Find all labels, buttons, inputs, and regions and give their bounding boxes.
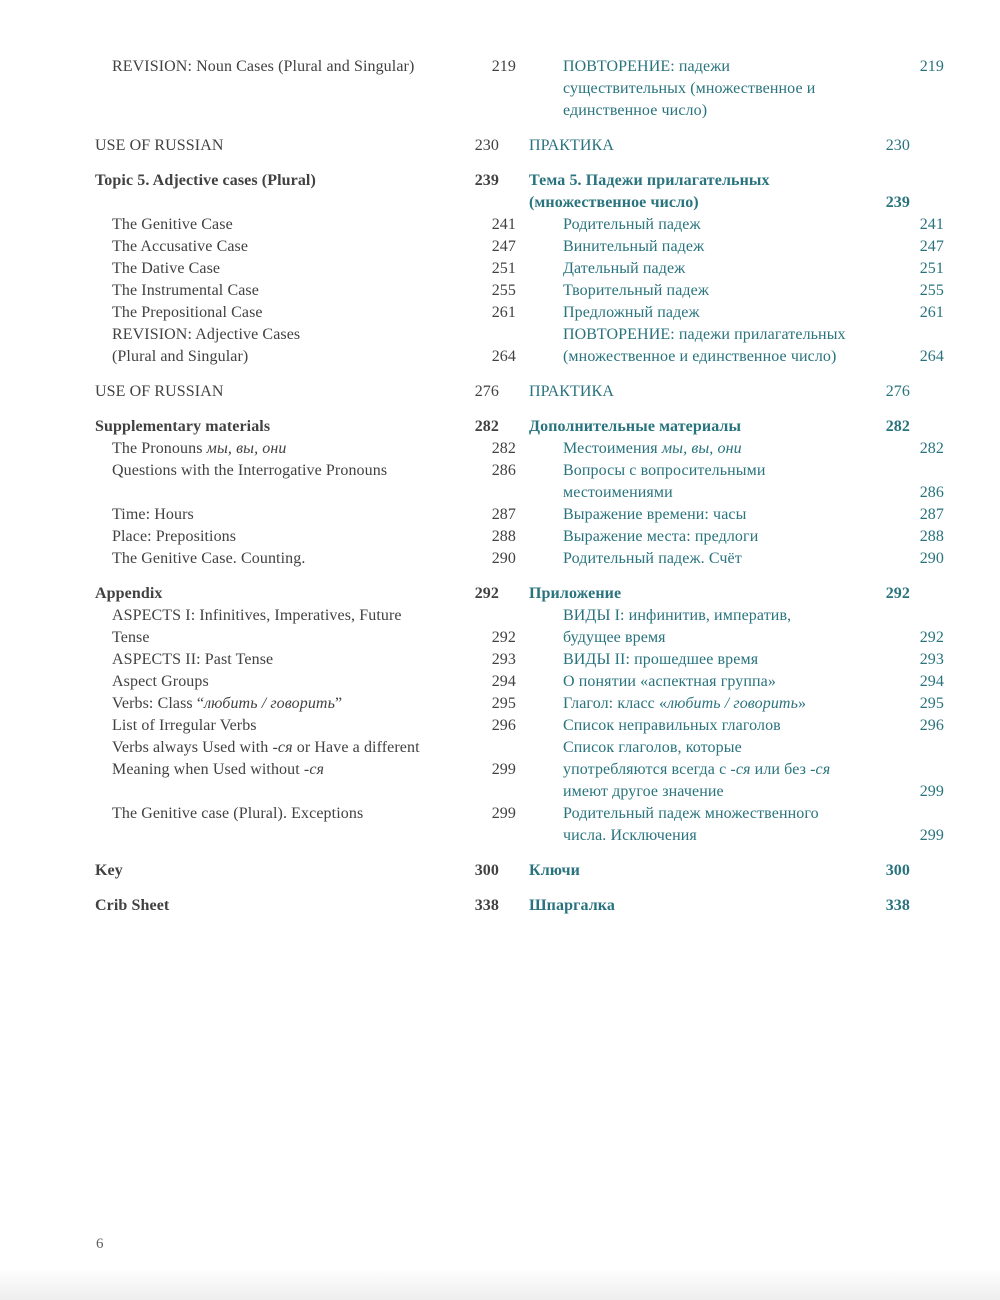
- toc-entry-title: Тема 5. Падежи прилагательных: [529, 172, 770, 189]
- toc-entry-en: [95, 649, 516, 671]
- toc-entry-title: Verbs always Used with -ся or Have a different: [112, 739, 420, 756]
- toc-entry-title: Meaning when Used without -ся: [112, 761, 325, 778]
- toc-entry-title: Questions with the Interrogative Pronouns: [112, 462, 388, 479]
- toc-entry-en: [95, 135, 499, 157]
- toc-entry-en: [95, 526, 516, 548]
- page-number: 282: [885, 418, 910, 435]
- toc-entry-ru: [546, 671, 944, 693]
- toc-entry-title: Список неправильных глаголов: [563, 717, 781, 734]
- toc-row: [95, 605, 944, 649]
- page-number: 219: [491, 58, 516, 75]
- toc-entry-line: [112, 346, 516, 368]
- toc-entry-line: [563, 825, 944, 847]
- toc-entry-line: [563, 214, 944, 236]
- toc-entry-title: The Pronouns мы, вы, они: [112, 440, 287, 457]
- toc-entry-title: ASPECTS I: Infinitives, Imperatives, Future: [112, 607, 402, 624]
- page-number: 290: [491, 550, 516, 567]
- toc-entry-en: [95, 381, 499, 403]
- toc-row: [95, 715, 944, 737]
- toc-entry-en: [95, 302, 516, 324]
- toc-row: [95, 135, 910, 157]
- page-number: 239: [885, 194, 910, 211]
- toc-entry-title: ВИДЫ I: инфинитив, императив,: [563, 607, 792, 624]
- page-number: 247: [491, 238, 516, 255]
- page-number: 239: [474, 172, 499, 189]
- toc-entry-title: (множественное число): [529, 194, 699, 211]
- toc-entry-ru: [529, 135, 910, 157]
- page-number: 299: [491, 761, 516, 778]
- toc-entry-title: (множественное и единственное число): [563, 348, 837, 365]
- toc-entry-line: [563, 78, 944, 100]
- page-number: 338: [885, 897, 910, 914]
- toc-entry-title: Дательный падеж: [563, 260, 686, 277]
- toc-entry-title: The Prepositional Case: [112, 304, 263, 321]
- page-number: 282: [491, 440, 516, 457]
- toc-entry-line: [112, 504, 516, 526]
- toc-entry-en: [95, 324, 516, 368]
- page-number: 295: [491, 695, 516, 712]
- toc-row: [95, 693, 944, 715]
- toc-entry-line: [529, 895, 910, 917]
- toc-entry-line: [112, 759, 516, 781]
- toc-entry-line: [112, 236, 516, 258]
- toc-entry-en: [95, 605, 516, 649]
- toc-row: [95, 236, 944, 258]
- page-number: 296: [919, 717, 944, 734]
- toc-entry-line: [563, 346, 944, 368]
- toc-entry-line: [563, 671, 944, 693]
- toc-entry-title: The Dative Case: [112, 260, 221, 277]
- toc-entry-en: [95, 258, 516, 280]
- toc-entry-line: [112, 737, 516, 759]
- toc-entry-title: ВИДЫ II: прошедшее время: [563, 651, 759, 668]
- toc-entry-title: Вопросы с вопросительными: [563, 462, 766, 479]
- toc-entry-line: [112, 671, 516, 693]
- toc-entry-ru: [546, 258, 944, 280]
- toc-entry-title: Творительный падеж: [563, 282, 709, 299]
- toc-entry-title: Шпаргалка: [529, 897, 615, 914]
- toc-entry-title: Topic 5. Adjective cases (Plural): [95, 172, 316, 189]
- toc-entry-ru: [546, 280, 944, 302]
- toc-entry-title: имеют другое значение: [563, 783, 724, 800]
- toc-entry-line: [563, 693, 944, 715]
- toc-entry-ru: [546, 56, 944, 122]
- toc-entry-ru: [546, 324, 944, 368]
- toc-entry-en: [95, 895, 499, 917]
- toc-entry-line: [95, 583, 499, 605]
- toc-row: [95, 526, 944, 548]
- toc-entry-title: О понятии «аспектная группа»: [563, 673, 776, 690]
- toc-entry-title: REVISION: Noun Cases (Plural and Singular): [112, 58, 415, 75]
- toc-entry-line: [563, 324, 944, 346]
- toc-entry-title: The Accusative Case: [112, 238, 249, 255]
- toc-entry-title: Винительный падеж: [563, 238, 705, 255]
- toc-entry-ru: [546, 504, 944, 526]
- toc-entry-line: [112, 605, 516, 627]
- toc-entry-line: [563, 504, 944, 526]
- toc-entry-en: [95, 671, 516, 693]
- toc-entry-line: [112, 214, 516, 236]
- toc-entry-ru: [529, 381, 910, 403]
- page-number: 288: [919, 528, 944, 545]
- toc-row: [95, 860, 910, 882]
- toc-entry-line: [112, 324, 516, 346]
- toc-entry-title: The Genitive Case: [112, 216, 233, 233]
- toc-entry-en: [95, 860, 499, 882]
- toc-entry-title: Выражение места: предлоги: [563, 528, 759, 545]
- toc-entry-en: [95, 214, 516, 236]
- toc-entry-line: [112, 438, 516, 460]
- page-number: 276: [474, 383, 499, 400]
- toc-entry-line: [112, 56, 516, 78]
- toc-entry-ru: [529, 170, 910, 214]
- toc-entry-en: [95, 438, 516, 460]
- toc-entry-line: [529, 860, 910, 882]
- toc-entry-ru: [546, 649, 944, 671]
- toc-entry-line: [112, 460, 516, 482]
- toc-row: [95, 548, 944, 570]
- page-number: 286: [919, 484, 944, 501]
- toc-row: [95, 671, 944, 693]
- toc-entry-line: [563, 438, 944, 460]
- toc-entry-en: [95, 236, 516, 258]
- toc-entry-line: [563, 236, 944, 258]
- toc-entry-line: [563, 605, 944, 627]
- toc-entry-title: Выражение времени: часы: [563, 506, 747, 523]
- toc-entry-en: [95, 416, 499, 438]
- toc-row: [95, 170, 910, 214]
- toc-entry-line: [563, 759, 944, 781]
- toc-entry-ru: [546, 605, 944, 649]
- toc-entry-line: [563, 737, 944, 759]
- page-number: 230: [474, 137, 499, 154]
- toc-row: [95, 583, 910, 605]
- toc-entry-ru: [529, 583, 910, 605]
- page-number: 292: [919, 629, 944, 646]
- toc-entry-title: Tense: [112, 629, 150, 646]
- toc-row: [95, 416, 910, 438]
- toc-row: [95, 324, 944, 368]
- page-number: 251: [491, 260, 516, 277]
- toc-entry-title: ПОВТОРЕНИЕ: падежи: [563, 58, 731, 75]
- page-bottom-shadow: [0, 1268, 1000, 1300]
- toc-entry-line: [563, 715, 944, 737]
- toc-entry-line: [563, 548, 944, 570]
- toc-entry-title: REVISION: Adjective Cases: [112, 326, 301, 343]
- toc-entry-title: Aspect Groups: [112, 673, 209, 690]
- toc-entry-title: Verbs: Class “любить / говорить”: [112, 695, 343, 712]
- toc-entry-title: ПОВТОРЕНИЕ: падежи прилагательных: [563, 326, 846, 343]
- page-number: 300: [474, 862, 499, 879]
- toc-entry-title: Appendix: [95, 585, 163, 602]
- toc-entry-line: [95, 135, 499, 157]
- toc-entry-line: [563, 302, 944, 324]
- toc-entry-ru: [546, 737, 944, 803]
- page-number: 219: [919, 58, 944, 75]
- page-number: 251: [919, 260, 944, 277]
- page-number: 261: [491, 304, 516, 321]
- page-number: 293: [919, 651, 944, 668]
- toc-entry-line: [529, 170, 910, 192]
- toc-entry-title: существительных (множественное и: [563, 80, 816, 97]
- toc-row: [95, 280, 944, 302]
- page-number-folio: 6: [96, 1236, 104, 1252]
- toc-entry-line: [563, 100, 944, 122]
- page-number: 282: [919, 440, 944, 457]
- page-number: 230: [885, 137, 910, 154]
- toc-entry-line: [563, 526, 944, 548]
- toc-entry-title: употребляются всегда с -ся или без -ся: [563, 761, 831, 778]
- toc-entry-title: The Instrumental Case: [112, 282, 259, 299]
- toc-row: [95, 460, 944, 504]
- toc-row: [95, 214, 944, 236]
- toc-row: [95, 302, 944, 324]
- toc-entry-title: Родительный падеж. Счёт: [563, 550, 742, 567]
- toc-entry-line: [112, 627, 516, 649]
- toc-entry-title: числа. Исключения: [563, 827, 697, 844]
- toc-entry-title: единственное число): [563, 102, 708, 119]
- toc-entry-title: Местоимения мы, вы, они: [563, 440, 742, 457]
- toc-entry-line: [95, 381, 499, 403]
- toc-entry-title: ASPECTS II: Past Tense: [112, 651, 274, 668]
- toc-entry-line: [95, 895, 499, 917]
- toc-row: [95, 504, 944, 526]
- toc-entry-line: [563, 781, 944, 803]
- toc-row: [95, 438, 944, 460]
- toc-entry-line: [112, 258, 516, 280]
- toc-entry-line: [563, 56, 944, 78]
- toc-entry-line: [563, 803, 944, 825]
- page-number: 264: [491, 348, 516, 365]
- toc-entry-title: Предложный падеж: [563, 304, 700, 321]
- toc-entry-line: [563, 280, 944, 302]
- toc-entry-en: [95, 170, 499, 192]
- page-number: 290: [919, 550, 944, 567]
- toc-entry-ru: [546, 460, 944, 504]
- toc-entry-ru: [529, 895, 910, 917]
- toc-entry-title: Ключи: [529, 862, 580, 879]
- page-number: 288: [491, 528, 516, 545]
- toc-entry-title: Key: [95, 862, 123, 879]
- page-number: 261: [919, 304, 944, 321]
- toc-entry-line: [95, 170, 499, 192]
- toc-entry-title: USE OF RUSSIAN: [95, 137, 224, 154]
- page-number: 286: [491, 462, 516, 479]
- toc-entry-ru: [529, 416, 910, 438]
- toc-entry-line: [112, 280, 516, 302]
- page-number: 255: [491, 282, 516, 299]
- toc-entry-title: Дополнительные материалы: [529, 418, 742, 435]
- toc-entry-line: [529, 416, 910, 438]
- page-number: 247: [919, 238, 944, 255]
- toc-row: [95, 381, 910, 403]
- toc-entry-line: [563, 460, 944, 482]
- toc-entry-line: [563, 627, 944, 649]
- toc-entry-en: [95, 504, 516, 526]
- toc-entry-line: [112, 302, 516, 324]
- toc-entry-title: List of Irregular Verbs: [112, 717, 257, 734]
- page-number: 241: [491, 216, 516, 233]
- toc-entry-ru: [546, 302, 944, 324]
- page-number: 292: [885, 585, 910, 602]
- page-number: 294: [919, 673, 944, 690]
- toc-entry-line: [112, 803, 516, 825]
- page-number: 296: [491, 717, 516, 734]
- page-number: 293: [491, 651, 516, 668]
- toc-entry-line: [563, 649, 944, 671]
- toc-entry-title: Supplementary materials: [95, 418, 271, 435]
- table-of-contents: [95, 56, 944, 917]
- toc-entry-title: (Plural and Singular): [112, 348, 249, 365]
- page-number: 287: [491, 506, 516, 523]
- toc-entry-title: Глагол: класс «любить / говорить»: [563, 695, 807, 712]
- page-number: 292: [491, 629, 516, 646]
- toc-entry-en: [95, 583, 499, 605]
- page-number: 299: [919, 783, 944, 800]
- toc-entry-title: USE OF RUSSIAN: [95, 383, 224, 400]
- toc-entry-en: [95, 737, 516, 781]
- toc-entry-line: [529, 135, 910, 157]
- toc-entry-line: [112, 526, 516, 548]
- toc-entry-title: ПРАКТИКА: [529, 383, 614, 400]
- toc-entry-line: [563, 258, 944, 280]
- toc-entry-title: Родительный падеж: [563, 216, 701, 233]
- toc-entry-title: The Genitive case (Plural). Exceptions: [112, 805, 364, 822]
- page-number: 241: [919, 216, 944, 233]
- page-number: 264: [919, 348, 944, 365]
- toc-entry-title: будущее время: [563, 629, 666, 646]
- toc-row: [95, 803, 944, 847]
- toc-entry-ru: [546, 236, 944, 258]
- toc-entry-line: [95, 416, 499, 438]
- toc-entry-title: Приложение: [529, 585, 622, 602]
- toc-entry-title: Time: Hours: [112, 506, 194, 523]
- page-number: 299: [491, 805, 516, 822]
- page-number: 294: [491, 673, 516, 690]
- toc-row: [95, 258, 944, 280]
- toc-entry-en: [95, 548, 516, 570]
- toc-row: [95, 56, 944, 122]
- toc-entry-line: [529, 583, 910, 605]
- toc-entry-title: местоимениями: [563, 484, 673, 501]
- toc-entry-ru: [546, 214, 944, 236]
- toc-entry-ru: [546, 438, 944, 460]
- page-number: 299: [919, 827, 944, 844]
- toc-entry-en: [95, 460, 516, 482]
- toc-entry-line: [529, 192, 910, 214]
- page-number: 292: [474, 585, 499, 602]
- toc-entry-en: [95, 803, 516, 825]
- page-number: 295: [919, 695, 944, 712]
- toc-entry-ru: [546, 715, 944, 737]
- toc-entry-title: Родительный падеж множественного: [563, 805, 819, 822]
- toc-entry-ru: [546, 548, 944, 570]
- toc-row: [95, 737, 944, 803]
- toc-entry-ru: [529, 860, 910, 882]
- toc-entry-ru: [546, 693, 944, 715]
- page-number: 276: [885, 383, 910, 400]
- toc-entry-ru: [546, 803, 944, 847]
- toc-entry-title: Place: Prepositions: [112, 528, 237, 545]
- page-number: 255: [919, 282, 944, 299]
- page-number: 338: [474, 897, 499, 914]
- page-number: 287: [919, 506, 944, 523]
- toc-entry-title: ПРАКТИКА: [529, 137, 614, 154]
- toc-entry-line: [563, 482, 944, 504]
- toc-row: [95, 895, 910, 917]
- toc-entry-line: [112, 715, 516, 737]
- toc-entry-line: [112, 693, 516, 715]
- toc-entry-line: [95, 860, 499, 882]
- page-number: 300: [885, 862, 910, 879]
- toc-entry-line: [529, 381, 910, 403]
- toc-entry-title: The Genitive Case. Counting.: [112, 550, 306, 567]
- toc-entry-en: [95, 715, 516, 737]
- toc-entry-en: [95, 56, 516, 78]
- toc-entry-line: [112, 649, 516, 671]
- toc-entry-title: Список глаголов, которые: [563, 739, 742, 756]
- toc-entry-line: [112, 548, 516, 570]
- page-number: 282: [474, 418, 499, 435]
- toc-entry-title: Crib Sheet: [95, 897, 170, 914]
- toc-entry-en: [95, 693, 516, 715]
- toc-row: [95, 649, 944, 671]
- toc-entry-en: [95, 280, 516, 302]
- toc-entry-ru: [546, 526, 944, 548]
